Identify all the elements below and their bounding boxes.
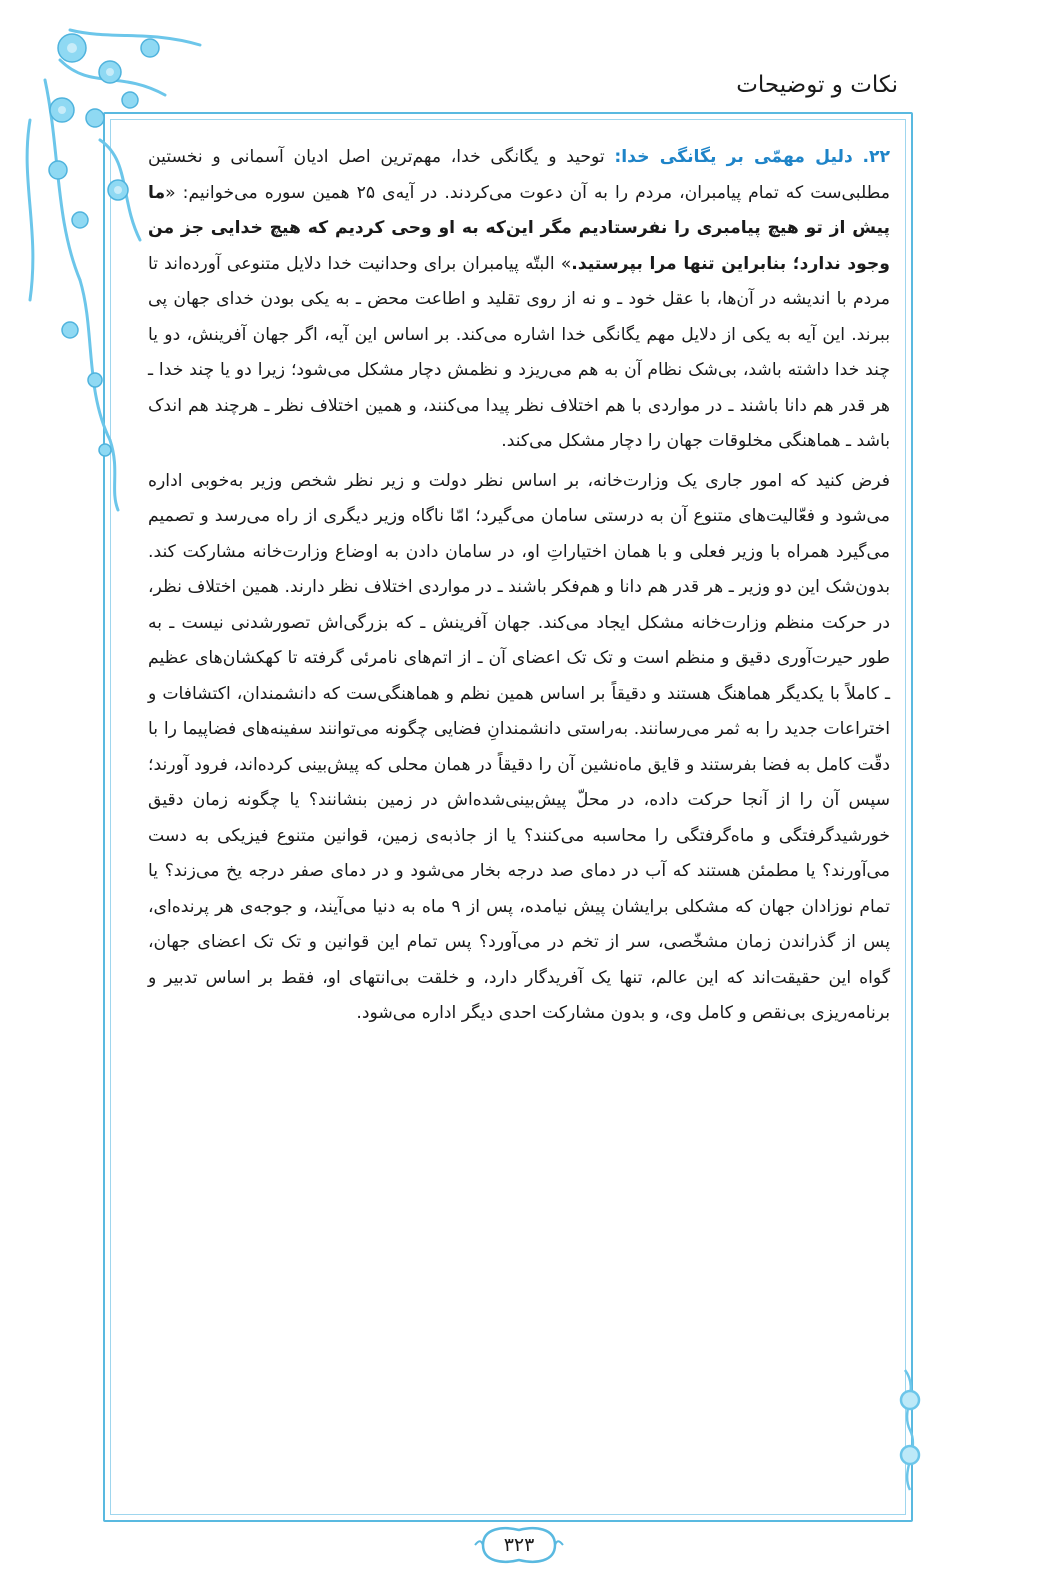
page-number-badge bbox=[473, 1520, 565, 1570]
section-number: ۲۲. bbox=[862, 147, 890, 167]
page-title: نکات و توضیحات bbox=[736, 72, 898, 98]
paragraph-1-intro: توحید و یگانگی خدا، مهم‌ترین اصل ادیان آسمانی و نخستین مطلبی‌ست که تمام پیامبران، مردم را به آن دعوت می‌کردند. در آیه‌ی ۲۵ همین سوره می‌خوانیم: « bbox=[148, 147, 890, 203]
main-text bbox=[148, 140, 890, 1036]
paragraph-1 bbox=[148, 140, 890, 460]
paragraph-1-rest: » البتّه پیامبران برای وحدانیت خدا دلایل متنوعی آورده‌اند تا مردم با اندیشه در آن‌ها، با عقل خود ـ و نه از روی تقلید و اطاعت محض ـ به یکی بودن خدای جهان پی ببرند. این آیه به یکی از دلایل مهم یگانگی خدا اشاره می‌کند. بر اساس این آیه، اگر جهان آفرینش، دو یا چند خدا داشته باشد، بی‌شک نظام آن به هم می‌ریزد و نظمش دچار مشکل می‌شود؛ زیرا دو یا چند خدا ـ هر قدر هم دانا باشند ـ در مواردی با هم اختلاف نظر پیدا می‌کنند، و همین اختلاف نظر ـ هرچند هم اندک باشد ـ هماهنگی مخلوقات جهان را دچار مشکل می‌کند. bbox=[148, 253, 890, 451]
quran-quote: ما پیش از تو هیچ پیامبری را نفرستادیم مگر این‌که به او وحی کردیم که هیچ خدایی جز من وجود ندارد؛ بنابراین تنها مرا بپرستید. bbox=[148, 182, 890, 274]
corner-ornament-icon bbox=[880, 1360, 960, 1500]
page-number: ۳۲۳ bbox=[503, 1534, 535, 1556]
section-heading: دلیل مهمّی بر یگانگی خدا: bbox=[614, 147, 853, 167]
paragraph-2: فرض کنید که امور جاری یک وزارت‌خانه، بر اساس نظر دولت و زیر نظر شخص وزیر به‌خوبی اداره می‌شود و فعّالیت‌های متنوع آن به درستی سامان می‌گیرد؛ امّا ناگاه وزیر دیگری از راه می‌رسد و تصمیم می‌گیرد همراه با وزیر فعلی و با همان اختیاراتِ او، در سامان دادن به اوضاع وزارت‌خانه مشارکت کند. بدون‌شک این دو وزیر ـ هر قدر هم دانا و هم‌فکر باشند ـ در مواردی اختلاف نظر دارند. همین اختلاف نظر، در حرکت منظم وزارت‌خانه مشکل ایجاد می‌کند. جهان آفرینش ـ که بزرگی‌اش تصورشدنی نیست ـ به طور حیرت‌آوری دقیق و منظم است و تک تک اعضای آن ـ از اتم‌های نامرئی گرفته تا کهکشان‌های عظیم ـ کاملاً با یکدیگر هماهنگ هستند و دقیقاً بر اساس همین نظم و هماهنگی‌ست که دانشمندان، اکتشافات و اختراعات جدید را به ثمر می‌رسانند. به‌راستی دانشمندانِ فضایی چگونه می‌توانند سفینه‌های فضاپیما را با دقّت کامل به فضا بفرستند و قایق ماه‌نشین آن را دقیقاً در همان محلی که پیش‌بینی کرده‌اند، فرود آورند؛ سپس آن را از آنجا حرکت داده، در محلّ پیش‌بینی‌شده‌اش در زمین بنشانند؟ یا چگونه زمان دقیق خورشیدگرفتگی و ماه‌گرفتگی را محاسبه می‌کنند؟ یا از جاذبه‌ی زمین، قوانین متنوع فیزیکی به دست می‌آورند؟ یا مطمئن هستند که آب در دمای صد درجه بخار می‌شود و در دمای صفر درجه یخ می‌زند؟ یا تمام نوزادان جهان که مشکلی برایشان پیش نیامده، پس از ۹ ماه به دنیا می‌آیند، و جوجه‌ی هر پرنده‌ای، پس از گذراندن زمان مشخّصی، سر از تخم در می‌آورد؟ پس تمام این قوانین و تک تک اعضای جهان، گواه این حقیقت‌اند که این عالم، تنها یک آفریدگار دارد، و خلقت بی‌انتهای او، فقط بر اساس تدبیر و برنامه‌ریزی بی‌نقص و کامل وی، و بدون مشارکت احدی دیگر اداره می‌شود. bbox=[148, 470, 891, 1023]
